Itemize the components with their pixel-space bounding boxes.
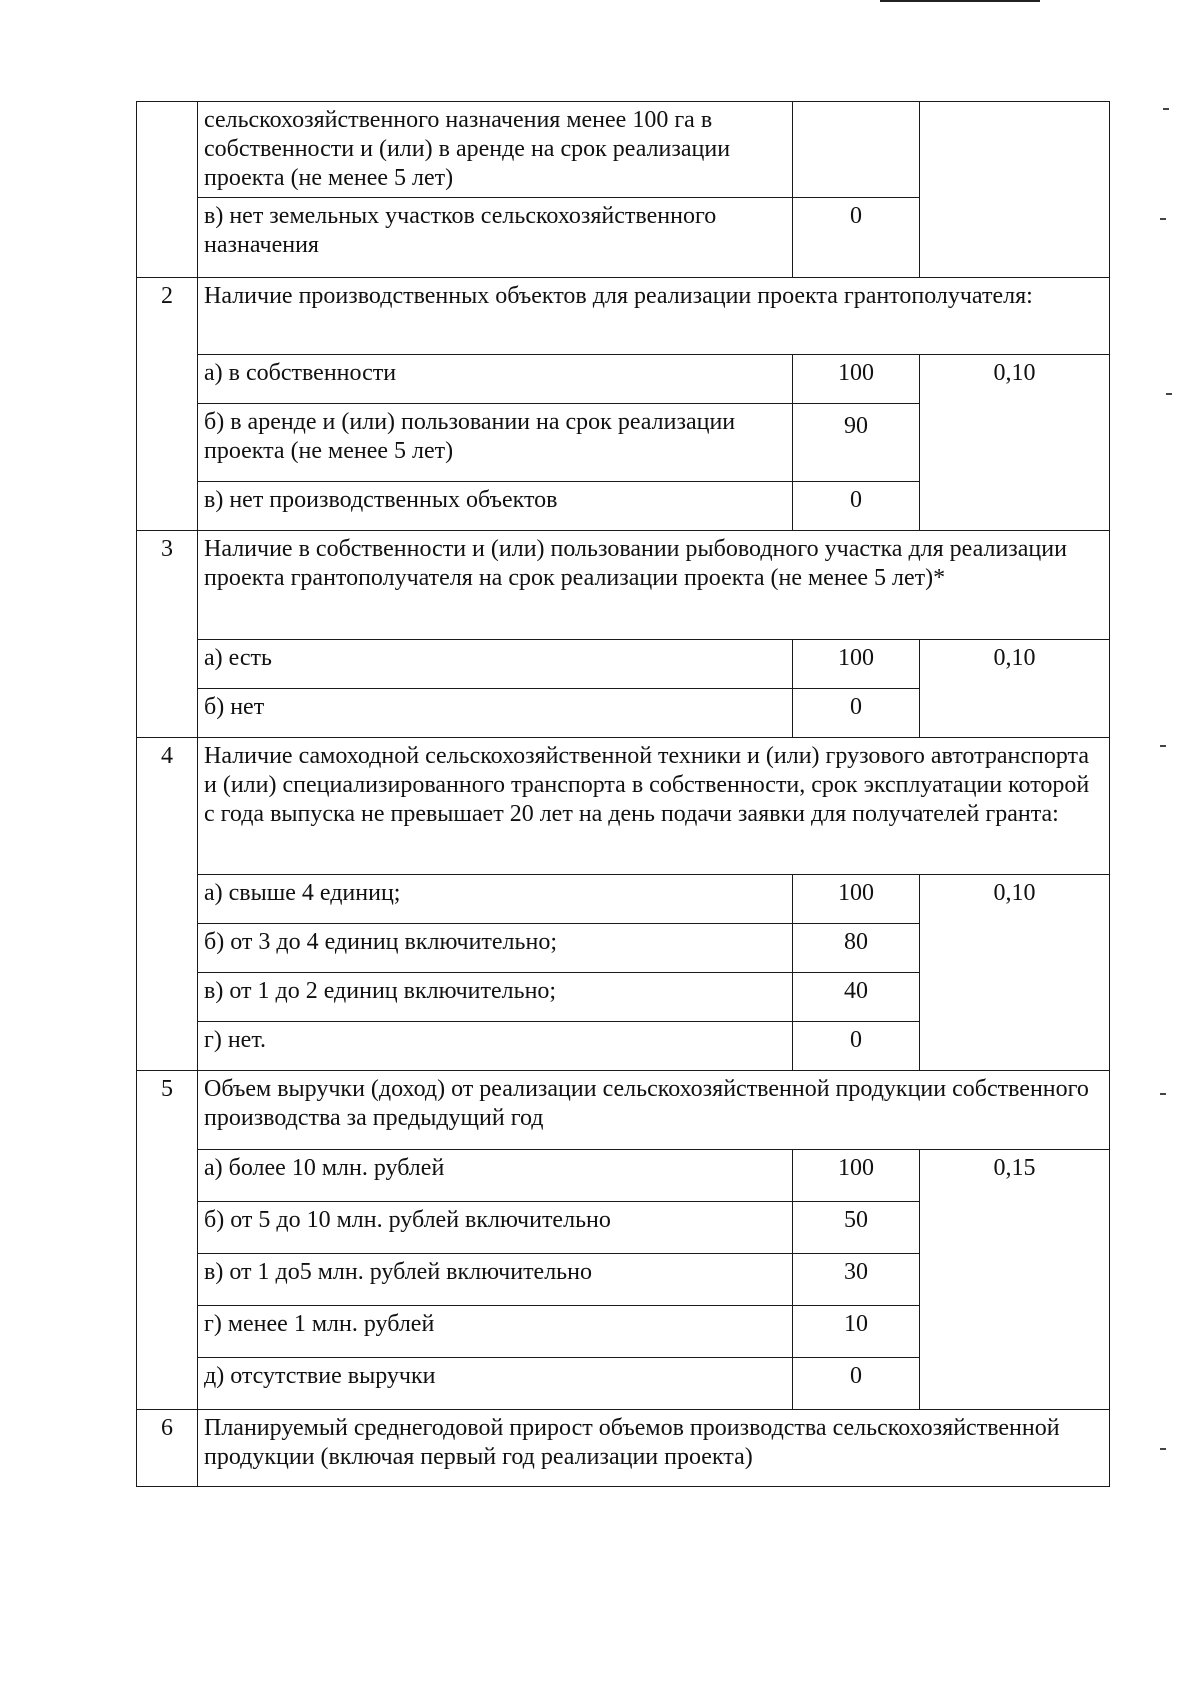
option-score: 30 [793, 1254, 920, 1306]
option-text: б) нет [198, 689, 793, 738]
table-row [137, 531, 1110, 640]
criterion-title: Планируемый среднегодовой прирост объемов производства сельскохозяйственной продукции (включая первый год реализации проекта) [198, 1410, 1110, 1487]
option-text: а) более 10 млн. рублей [198, 1150, 793, 1202]
option-score: 10 [793, 1306, 920, 1358]
option-score: 40 [793, 973, 920, 1022]
table-row [137, 355, 1110, 404]
option-score: 0 [793, 1358, 920, 1410]
scan-mark [1160, 218, 1166, 220]
option-text: г) менее 1 млн. рублей [198, 1306, 793, 1358]
weight-value: 0,10 [920, 875, 1110, 1071]
option-text: в) от 1 до 2 единиц включительно; [198, 973, 793, 1022]
criterion-number: 3 [137, 531, 198, 738]
criterion-number: 2 [137, 278, 198, 531]
table-row [137, 102, 1110, 198]
weight-value: 0,10 [920, 355, 1110, 531]
table-row [137, 875, 1110, 924]
option-score: 100 [793, 355, 920, 404]
option-score: 100 [793, 1150, 920, 1202]
option-text: в) нет земельных участков сельскохозяйственного назначения [198, 198, 793, 278]
option-text: а) есть [198, 640, 793, 689]
criterion-title: Наличие производственных объектов для реализации проекта грантополучателя: [198, 278, 1110, 355]
criterion-title: Наличие в собственности и (или) пользовании рыбоводного участка для реализации проекта грантополучателя на срок реализации проекта (не менее 5 лет)* [198, 531, 1110, 640]
option-score: 90 [793, 404, 920, 482]
scan-mark [1160, 1093, 1166, 1095]
scan-mark [1163, 108, 1169, 110]
row-number-cell [137, 102, 198, 278]
top-edge-line [880, 0, 1040, 2]
table-row [137, 1410, 1110, 1487]
criterion-title: Объем выручки (доход) от реализации сельскохозяйственной продукции собственного производства за предыдущий год [198, 1071, 1110, 1150]
option-score: 100 [793, 640, 920, 689]
criteria-table [136, 101, 1110, 1487]
option-text: б) от 3 до 4 единиц включительно; [198, 924, 793, 973]
criterion-title: Наличие самоходной сельскохозяйственной техники и (или) грузового автотранспорта и (или) специализированного транспорта в собственности, срок эксплуатации которой с года выпуска не превышает 20 лет на день подачи заявки для получателей гранта: [198, 738, 1110, 875]
option-text: г) нет. [198, 1022, 793, 1071]
option-text: д) отсутствие выручки [198, 1358, 793, 1410]
scan-mark [1166, 393, 1172, 395]
option-score: 0 [793, 689, 920, 738]
option-score [793, 102, 920, 198]
option-score: 100 [793, 875, 920, 924]
option-text: а) в собственности [198, 355, 793, 404]
criterion-number: 5 [137, 1071, 198, 1410]
option-score: 80 [793, 924, 920, 973]
criterion-number: 6 [137, 1410, 198, 1487]
option-score: 0 [793, 1022, 920, 1071]
option-text: в) от 1 до5 млн. рублей включительно [198, 1254, 793, 1306]
weight-value: 0,10 [920, 640, 1110, 738]
table-row [137, 1071, 1110, 1150]
table-row [137, 1150, 1110, 1202]
criterion-number: 4 [137, 738, 198, 1071]
table-row [137, 278, 1110, 355]
option-text: б) от 5 до 10 млн. рублей включительно [198, 1202, 793, 1254]
scan-mark [1160, 1448, 1166, 1450]
option-text: б) в аренде и (или) пользовании на срок реализации проекта (не менее 5 лет) [198, 404, 793, 482]
table-row [137, 640, 1110, 689]
option-text: в) нет производственных объектов [198, 482, 793, 531]
option-text: а) свыше 4 единиц; [198, 875, 793, 924]
option-score: 0 [793, 198, 920, 278]
weight-value: 0,15 [920, 1150, 1110, 1410]
option-score: 0 [793, 482, 920, 531]
scan-mark [1160, 745, 1166, 747]
option-score: 50 [793, 1202, 920, 1254]
weight-cell [920, 102, 1110, 278]
table-row [137, 738, 1110, 875]
option-text: сельскохозяйственного назначения менее 100 га в собственности и (или) в аренде на срок реализации проекта (не менее 5 лет) [198, 102, 793, 198]
